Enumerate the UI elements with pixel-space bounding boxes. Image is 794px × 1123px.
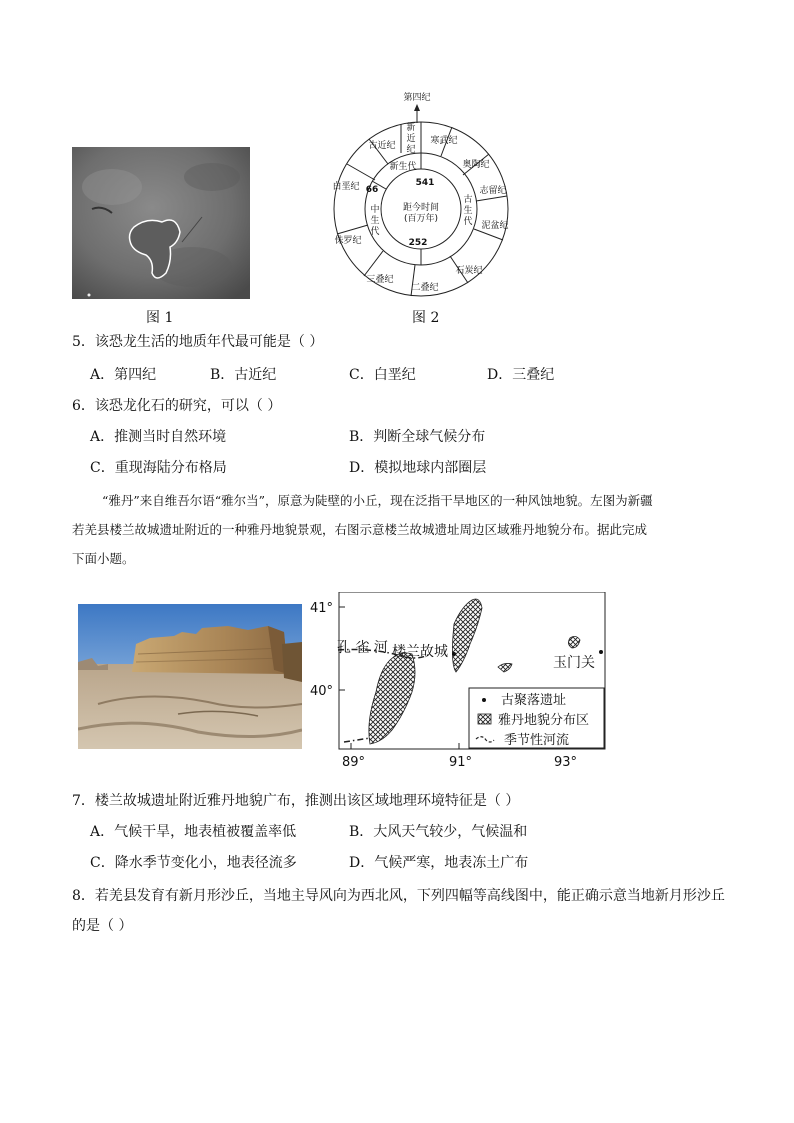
era-paleozoic-2: 生 [463, 206, 473, 216]
period-neogene-2: 近 [406, 134, 416, 144]
boundary-541: 541 [415, 178, 435, 188]
period-jurassic: 侏罗纪 [334, 236, 362, 246]
question-7-option-c[interactable]: C．降水季节变化小，地表径流多 [90, 855, 297, 871]
period-cretaceous: 白垩纪 [332, 182, 360, 192]
period-triassic: 三叠纪 [366, 275, 394, 285]
period-silurian: 志留纪 [479, 186, 507, 196]
question-5-option-a[interactable]: A．第四纪 [90, 367, 157, 383]
era-mesozoic-3: 代 [370, 227, 380, 237]
question-5-option-b[interactable]: B．古近纪 [210, 367, 277, 383]
period-permian: 二叠纪 [411, 283, 439, 293]
period-paleogene: 古近纪 [368, 141, 396, 151]
yardang-landscape [78, 604, 302, 749]
geologic-time-ring [326, 90, 518, 306]
label-kongque-river: 孔 雀 河 [337, 640, 388, 656]
fossil-photo [72, 147, 250, 299]
legend-yardang: 雅丹地貌分布区 [498, 713, 590, 728]
era-mesozoic-1: 中 [370, 205, 380, 215]
loulan-map [308, 592, 614, 770]
period-ordovician: 奥陶纪 [462, 160, 490, 170]
era-paleozoic-3: 代 [463, 217, 473, 227]
label-yumenguan: 玉门关 [553, 655, 595, 671]
passage-line-1: “雅丹”来自维吾尔语“雅尔当”，原意为陡壁的小丘，现在泛指干旱地区的一种风蚀地貌。左图为新疆 [102, 493, 653, 508]
geologic-time-chart [326, 90, 518, 306]
center-label-1: 距今时间 [402, 203, 440, 213]
question-5-option-c[interactable]: C．白垩纪 [349, 367, 416, 383]
era-mesozoic-2: 生 [370, 216, 380, 226]
fossil-photo-graphic [72, 147, 250, 299]
question-5-stem: 5．该恐龙生活的地质年代最可能是（ ） [72, 334, 324, 350]
yardang-photo [78, 604, 302, 749]
period-devonian: 泥盆纪 [481, 221, 509, 231]
lat-40: 40° [310, 684, 334, 699]
boundary-252: 252 [408, 238, 428, 248]
legend-settlement: 古聚落遗址 [501, 693, 567, 708]
passage-line-3: 下面小题。 [72, 551, 135, 566]
period-neogene-1: 新 [406, 123, 416, 133]
question-6-option-a[interactable]: A．推测当时自然环境 [90, 429, 227, 445]
lon-89: 89° [342, 755, 366, 770]
boundary-66: 66 [365, 185, 379, 195]
lon-91: 91° [449, 755, 473, 770]
question-7-stem: 7．楼兰故城遗址附近雅丹地貌广布，推测出该区域地理环境特征是（ ） [72, 793, 520, 809]
question-6-option-b[interactable]: B．判断全球气候分布 [349, 429, 486, 445]
question-6-option-c[interactable]: C．重现海陆分布格局 [90, 460, 227, 476]
question-8-stem-line-2: 的是（ ） [72, 918, 133, 934]
period-cambrian: 寒武纪 [430, 136, 458, 146]
legend-seasonal-river: 季节性河流 [504, 733, 570, 748]
period-neogene-3: 纪 [406, 145, 416, 155]
period-quaternary: 第四纪 [403, 93, 431, 103]
label-loulan: 楼兰故城 [392, 644, 448, 660]
question-5-option-d[interactable]: D．三叠纪 [487, 367, 555, 383]
lat-41: 41° [310, 601, 334, 616]
lon-93: 93° [554, 755, 578, 770]
figure-2-caption: 图 2 [412, 310, 440, 326]
question-6-stem: 6．该恐龙化石的研究，可以（ ） [72, 398, 282, 414]
passage-line-2: 若羌县楼兰故城遗址附近的一种雅丹地貌景观，右图示意楼兰故城遗址周边区域雅丹地貌分布。据此完成 [72, 522, 648, 537]
center-label-2: (百万年) [403, 214, 439, 224]
question-7-option-d[interactable]: D．气候严寒，地表冻土广布 [349, 855, 529, 871]
passage [72, 486, 732, 573]
period-carboniferous: 石炭纪 [455, 266, 483, 276]
question-7-option-a[interactable]: A．气候干旱，地表植被覆盖率低 [90, 824, 297, 840]
era-paleozoic-1: 古 [463, 195, 473, 205]
question-7-option-b[interactable]: B．大风天气较少，气候温和 [349, 824, 528, 840]
loulan-map-graphic [308, 592, 614, 770]
question-6-option-d[interactable]: D．模拟地球内部圈层 [349, 460, 487, 476]
figure-1-caption: 图 1 [146, 310, 174, 326]
question-8-stem-line-1: 8．若羌县发育有新月形沙丘，当地主导风向为西北风，下列四幅等高线图中，能正确示意当地新月形沙丘 [72, 888, 725, 904]
era-cenozoic: 新生代 [389, 162, 417, 172]
